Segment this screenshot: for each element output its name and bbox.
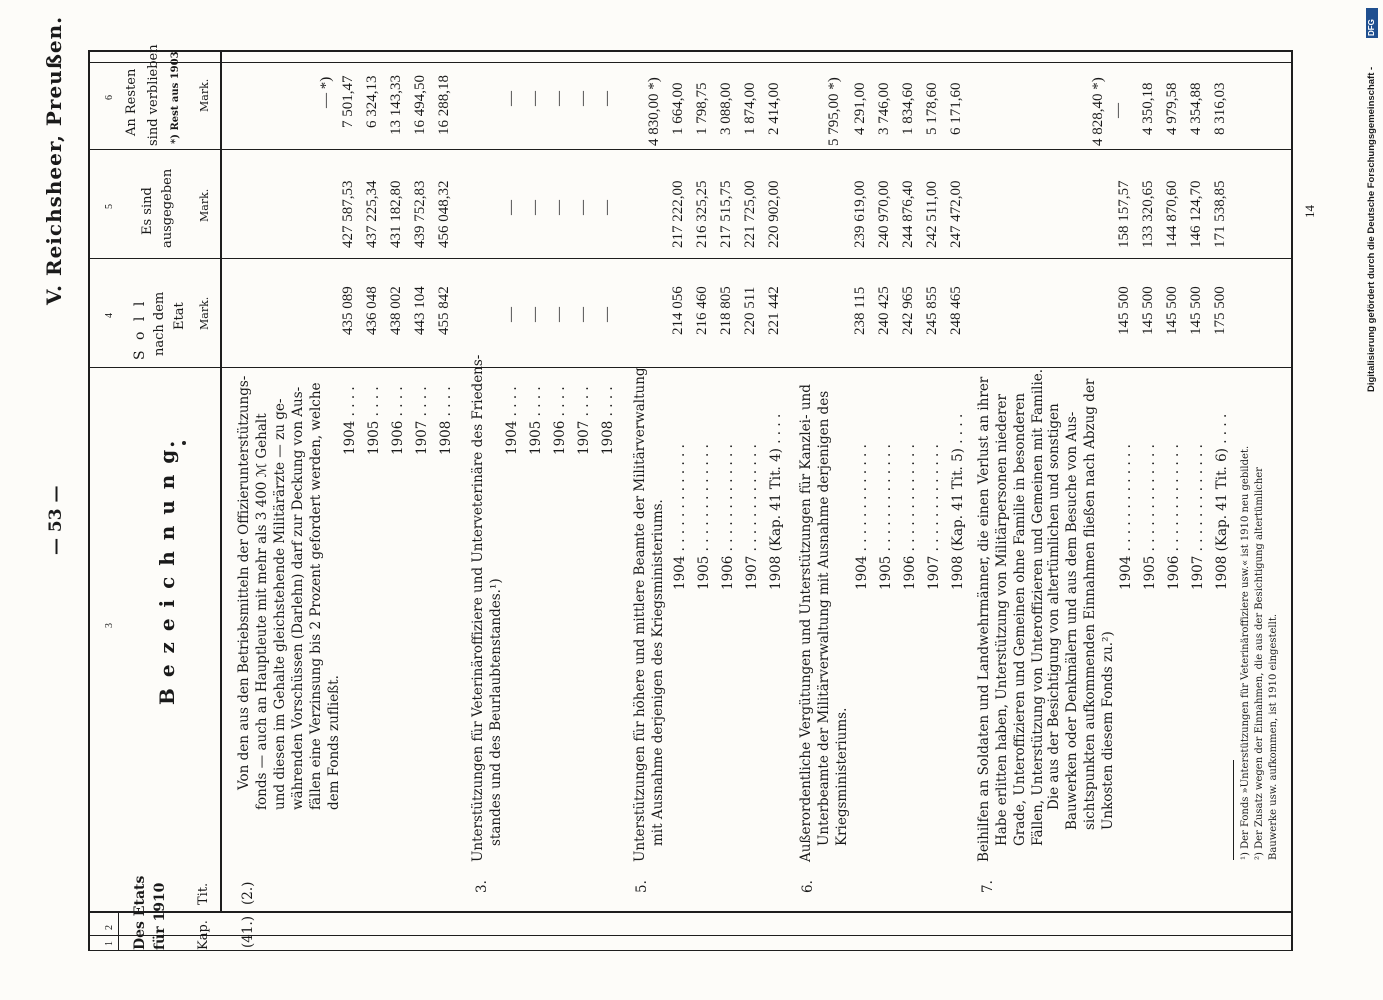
row3-reste-1905: 1 798,75	[694, 82, 710, 135]
row2-soll-1907: —	[575, 307, 591, 322]
row5-reste-1908: 8 316,03	[1212, 82, 1228, 135]
row5-ausgegeben-1907: 146 124,70	[1188, 180, 1204, 248]
row5-ausgegeben-1904: 158 157,57	[1116, 180, 1132, 248]
rule-bottom	[88, 950, 1293, 951]
header-kap: Kap.	[196, 920, 211, 950]
row4-reste-1906: 1 834,60	[900, 82, 916, 135]
row4-soll-1906: 242 965	[900, 286, 916, 335]
row1-ausgegeben-1906: 431 182,80	[388, 180, 404, 248]
col-number-4: 4	[104, 313, 115, 318]
row5-text-5: Bauwerken oder Denkmälern und aus dem Besuche von Aus-	[1064, 411, 1080, 830]
row3-ausgegeben-1904: 217 222,00	[670, 180, 686, 248]
row4-reste-1904: 4 291,00	[852, 82, 868, 135]
row5-text-4: Die aus der Besichtigung von altertümlichen und sonstigen	[1046, 403, 1062, 810]
row3-reste-top: 4 830,00 *)	[646, 77, 662, 146]
row4-ausgegeben-1906: 244 876,40	[900, 180, 916, 248]
row5-reste-1905: 4 350,18	[1140, 82, 1156, 135]
header-des-etats: Des Etats	[132, 875, 148, 950]
header-bezeichnung: B e z e i c h n u n g.	[155, 438, 179, 705]
row1-text-3: währenden Vorschüssen (Darlehn) darf zur Deckung von Aus-	[290, 386, 306, 810]
row4-year-1904: 1904 . . . . . . . . . . . . .	[854, 444, 870, 590]
header-etat: Etat	[172, 302, 187, 330]
row1-text-1: fonds — auch an Hauptleute mit mehr als 3 400 ℳ Gehalt	[254, 413, 270, 810]
page-number-53: — 53 —	[46, 485, 66, 555]
row3-tit: 5.	[634, 880, 650, 893]
rule-header-left	[88, 50, 90, 951]
row3-reste-1908: 2 414,00	[766, 82, 782, 135]
row5-soll-1908: 175 500	[1212, 286, 1228, 335]
row3-text-0: Unterstützungen für höhere und mittlere Beamte der Militärverwaltung	[632, 367, 648, 862]
row3-soll-1905: 216 460	[694, 286, 710, 335]
row3-ausgegeben-1905: 216 325,25	[694, 180, 710, 248]
row3-year-1905: 1905 . . . . . . . . . . . . .	[696, 444, 712, 590]
header-mark-5: Mark.	[198, 188, 211, 222]
row4-reste-1907: 5 178,60	[924, 82, 940, 135]
row5-text-2: Grade, Unteroffizieren und Gemeinen ohne Familie in besonderen	[1012, 393, 1028, 846]
row4-text-2: Kriegsministeriums.	[834, 707, 850, 846]
rule-right-edge	[1291, 50, 1293, 951]
dfg-logo: DFG	[1366, 8, 1378, 38]
row4-soll-1905: 240 425	[876, 286, 892, 335]
rule-top	[88, 50, 1293, 52]
row2-reste-1905: —	[527, 91, 543, 106]
header-mark-4: Mark.	[198, 296, 211, 330]
row1-tit: (2.)	[240, 881, 256, 905]
row2-year-1906: 1906 . . . .	[552, 386, 568, 455]
row2-soll-1905: —	[527, 307, 543, 322]
row1-year-1908: 1908 . . . .	[438, 386, 454, 455]
row3-text-1: mit Ausnahme derjenigen des Kriegsministeriums.	[650, 499, 666, 846]
row4-reste-1905: 3 746,00	[876, 82, 892, 135]
row4-year-1906: 1906 . . . . . . . . . . . . .	[902, 444, 918, 590]
row2-reste-1906: —	[551, 91, 567, 106]
row5-text-1: Habe erlitten haben, Unterstützung von Militärpersonen niederer	[994, 394, 1010, 846]
row1-kap: (41.)	[240, 915, 256, 948]
row5-soll-1905: 145 500	[1140, 286, 1156, 335]
row4-text-0: Außerordentliche Vergütungen und Unterstützungen für Kanzlei- und	[798, 384, 814, 862]
row1-year-1906: 1906 . . . .	[390, 386, 406, 455]
row2-ausgegeben-1908: —	[599, 200, 615, 215]
row1-text-5: dem Fonds zufließt.	[326, 675, 342, 810]
digitization-note: Digitalisierung gefördert durch die Deutsche Forschungsgemeinschaft -	[1366, 66, 1377, 392]
row1-soll-1905: 436 048	[364, 286, 380, 335]
row4-tit: 6.	[800, 880, 816, 893]
row1-text-4: fällen eine Verzinsung bis 2 Prozent gefordert werden, welche	[308, 382, 324, 810]
row4-soll-1907: 245 855	[924, 286, 940, 335]
row5-year-1906: 1906 . . . . . . . . . . . . .	[1166, 444, 1182, 590]
row1-soll-1906: 438 002	[388, 286, 404, 335]
footnote-rule	[1233, 760, 1234, 860]
row4-ausgegeben-1904: 239 619,00	[852, 180, 868, 248]
row3-reste-1906: 3 088,00	[718, 82, 734, 135]
running-title: V. Reichsheer, Preußen.	[42, 15, 66, 305]
rule-kap-tit	[88, 935, 1293, 936]
footnote-1: ¹) Der Fonds »Unterstützungen für Veterinäroffiziere usw.« ist 1910 neu gebildet.	[1240, 445, 1251, 860]
row3-ausgegeben-1907: 221 725,00	[742, 180, 758, 248]
row1-year-1907: 1907 . . . .	[414, 386, 430, 455]
row2-soll-1904: —	[503, 307, 519, 322]
row1-reste-1905: 6 324,13	[364, 75, 380, 128]
col-number-6: 6	[104, 95, 115, 100]
row4-ausgegeben-1905: 240 970,00	[876, 180, 892, 248]
rule-header-right	[220, 50, 222, 912]
row5-text-3: Fällen, Unterstützung von Unteroffizieren und Gemeinen mit Familie.	[1030, 368, 1046, 846]
row5-soll-1904: 145 500	[1116, 286, 1132, 335]
row5-reste-1904: —	[1110, 103, 1126, 118]
row3-year-1908: 1908 (Kap. 41 Tit. 4) . . . .	[768, 413, 784, 590]
row4-year-1905: 1905 . . . . . . . . . . . . .	[878, 444, 894, 590]
row3-soll-1906: 218 805	[718, 286, 734, 335]
header-tit: Tit.	[196, 882, 211, 905]
row1-ausgegeben-1907: 439 752,83	[412, 180, 428, 248]
rule-colnum	[88, 62, 1293, 63]
row2-reste-1908: —	[599, 91, 615, 106]
row1-ausgegeben-1905: 437 225,34	[364, 180, 380, 248]
header-soll: S o l l	[132, 298, 148, 360]
col-number-3: 3	[104, 623, 115, 628]
row2-year-1905: 1905 . . . .	[528, 386, 544, 455]
row3-year-1907: 1907 . . . . . . . . . . . . .	[744, 444, 760, 590]
header-nach-dem: nach dem	[152, 291, 167, 356]
header-rest-note: *) Rest aus 1903	[170, 51, 181, 144]
row1-ausgegeben-1908: 456 048,32	[436, 180, 452, 248]
row2-year-1904: 1904 . . . .	[504, 386, 520, 455]
row3-soll-1908: 221 442	[766, 286, 782, 335]
rule-col4-top	[88, 258, 1293, 259]
rule-header-bottom	[88, 911, 1293, 913]
row2-ausgegeben-1907: —	[575, 200, 591, 215]
row4-ausgegeben-1907: 242 511,00	[924, 181, 940, 248]
row5-reste-1907: 4 354,88	[1188, 82, 1204, 135]
row1-year-1905: 1905 . . . .	[366, 386, 382, 455]
row3-reste-1904: 1 664,00	[670, 82, 686, 135]
row1-soll-1908: 455 842	[436, 286, 452, 335]
row3-year-1906: 1906 . . . . . . . . . . . . .	[720, 444, 736, 590]
row1-reste-1907: 16 494,50	[412, 75, 428, 135]
footnote-2: ²) Der Zusatz wegen der Einnahmen, die aus der Besichtigung altertümlicher	[1254, 467, 1265, 860]
header-sind-verblieben: sind verblieben	[146, 44, 161, 146]
row5-reste-top: 4 828,40 *)	[1090, 77, 1106, 146]
row2-text-0: Unterstützungen für Veterinäroffiziere und Unterveterinäre des Friedens-	[470, 354, 486, 862]
row4-year-1907: 1907 . . . . . . . . . . . . .	[926, 444, 942, 590]
row1-year-1904: 1904 . . . .	[342, 386, 358, 455]
rule-col3-top	[88, 367, 1293, 368]
row5-ausgegeben-1906: 144 870,60	[1164, 180, 1180, 248]
row5-year-1907: 1907 . . . . . . . . . . . . .	[1190, 444, 1206, 590]
col-number-1: 1	[104, 941, 115, 946]
row2-ausgegeben-1906: —	[551, 200, 567, 215]
rule-col5-top	[88, 149, 1293, 150]
row5-reste-1906: 4 979,58	[1164, 82, 1180, 135]
header-dot	[182, 441, 186, 445]
row5-text-6: sichtspunkten aufkommenden Einnahmen fließen nach Abzug der	[1082, 378, 1098, 830]
row4-ausgegeben-1908: 247 472,00	[948, 180, 964, 248]
row2-soll-1908: —	[599, 307, 615, 322]
row5-text-0: Beihilfen an Soldaten und Landwehrmänner, die einen Verlust an ihrer	[976, 376, 992, 862]
row1-reste-1908: 16 288,18	[436, 75, 452, 135]
row4-reste-1908: 6 171,60	[948, 82, 964, 135]
row4-soll-1908: 248 465	[948, 286, 964, 335]
row2-reste-1904: —	[503, 91, 519, 106]
footnote-3: Bauwerke usw. aufkommen, ist 1910 eingestellt.	[1268, 613, 1279, 860]
header-es-sind: Es sind	[140, 187, 155, 235]
row1-text-0: Von den aus den Betriebsmitteln der Offizierunterstützungs-	[236, 375, 252, 790]
row4-soll-1904: 238 115	[852, 286, 868, 335]
row1-ausgegeben-1904: 427 587,53	[340, 180, 356, 248]
row2-year-1908: 1908 . . . .	[600, 386, 616, 455]
header-fuer-1910: für 1910	[152, 882, 168, 950]
rule-header-kap	[118, 911, 119, 951]
header-ausgegeben: ausgegeben	[160, 168, 175, 248]
row5-soll-1906: 145 500	[1164, 286, 1180, 335]
row4-reste-top: 5 795,00 *)	[826, 77, 842, 146]
row4-text-1: Unterbeamte der Militärverwaltung mit Ausnahme derjenigen des	[816, 390, 832, 846]
row3-ausgegeben-1908: 220 902,00	[766, 180, 782, 248]
bottom-page-number: 14	[1302, 205, 1317, 218]
row5-year-1905: 1905 . . . . . . . . . . . . .	[1142, 444, 1158, 590]
col-number-2: 2	[104, 925, 115, 930]
row5-year-1904: 1904 . . . . . . . . . . . . .	[1118, 444, 1134, 590]
row3-reste-1907: 1 874,00	[742, 82, 758, 135]
row2-ausgegeben-1905: —	[527, 200, 543, 215]
row2-text-1: standes und des Beurlaubtenstandes.¹)	[488, 578, 504, 846]
row5-ausgegeben-1908: 171 538,85	[1212, 180, 1228, 248]
row2-tit: 3.	[474, 880, 490, 893]
row5-year-1908: 1908 (Kap. 41 Tit. 6) . . . .	[1214, 413, 1230, 590]
row2-year-1907: 1907 . . . .	[576, 386, 592, 455]
col-number-5: 5	[104, 204, 115, 209]
row1-soll-1907: 443 104	[412, 286, 428, 335]
row1-reste-1904: 7 501,47	[340, 75, 356, 128]
row1-text-2: und diesen im Gehalte gleichstehende Militärärzte — zu ge-	[272, 398, 288, 810]
row5-text-7: Unkosten diesem Fonds zu.²)	[1100, 631, 1116, 830]
row5-soll-1907: 145 500	[1188, 286, 1204, 335]
row4-year-1908: 1908 (Kap. 41 Tit. 5) . . . .	[950, 413, 966, 590]
row5-ausgegeben-1905: 133 320,65	[1140, 180, 1156, 248]
row1-soll-1904: 435 089	[340, 286, 356, 335]
row2-reste-1907: —	[575, 91, 591, 106]
header-an-resten: An Resten	[124, 68, 139, 136]
row3-ausgegeben-1906: 217 515,75	[718, 180, 734, 248]
header-mark-6: Mark.	[198, 78, 211, 112]
row3-soll-1907: 220 511	[742, 286, 758, 335]
row3-year-1904: 1904 . . . . . . . . . . . . .	[672, 444, 688, 590]
row2-soll-1906: —	[551, 307, 567, 322]
row2-ausgegeben-1904: —	[503, 200, 519, 215]
row1-reste-1906: 13 143,33	[388, 75, 404, 135]
row3-soll-1904: 214 056	[670, 286, 686, 335]
row5-tit: 7.	[980, 880, 996, 893]
row1-reste-top: — *)	[318, 76, 334, 108]
